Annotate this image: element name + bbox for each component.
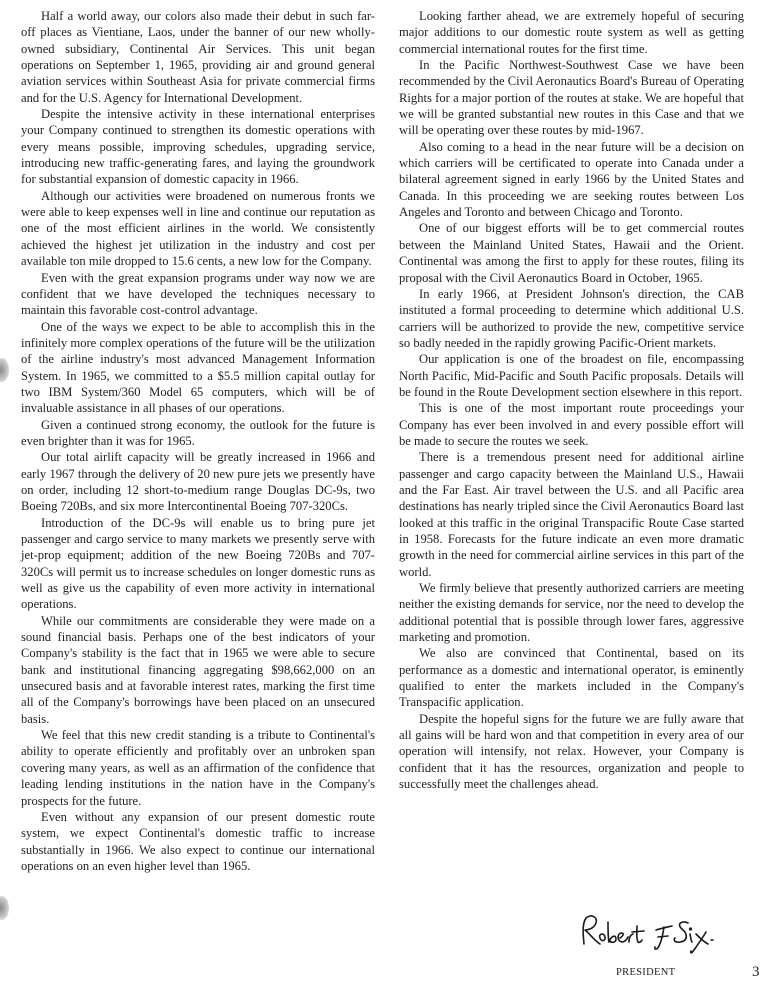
paragraph: We firmly believe that presently authorized carriers are meeting neither the existing demands for service, nor the need to develop the additional potential that is possible through lower fares, aggressive marketing and promotion. [399, 581, 744, 645]
paragraph: Also coming to a head in the near future will be a decision on which carriers will be certificated to operate into Canada under a bilateral agreement signed in early 1966 by the United States and Canada. In this proceeding we are seeking routes between Los Angeles and Toronto and between Chicago and Toronto. [399, 139, 744, 220]
paragraph: Given a continued strong economy, the outlook for the future is even brighter than it was for 1965. [21, 417, 375, 448]
paragraph: Although our activities were broadened on numerous fronts we were able to keep expenses well in line and continue our reputation as one of the most efficient airlines in the world. We consistently achieved the highest jet utilization in the industry and cost per available ton mile dropped to 15.6 cents, a new low for the Company. [21, 188, 375, 269]
paragraph: Introduction of the DC-9s will enable us to bring pure jet passenger and cargo service to many markets we presently serve with jet-prop equipment; addition of the new Boeing 720Bs and 707-320Cs will permit us to increase schedules on longer domestic runs as well as give us the capability of even more activity in international operations. [21, 515, 375, 612]
paragraph: Our application is one of the broadest on file, encompassing North Pacific, Mid-Pacific and South Pacific proposals. Details will be found in the Route Development section elsewhere in this report. [399, 352, 744, 399]
signature [576, 910, 726, 958]
paragraph: Despite the intensive activity in these international enterprises your Company continued to strengthen its domestic operations with every means possible, improving schedules, upgrading service, introducing new traffic-generating fares, and laying the groundwork for substantial expansion of domestic capacity in 1966. [21, 107, 375, 187]
paragraph: In the Pacific Northwest-Southwest Case we have been recommended by the Civil Aeronautics Board's Bureau of Operating Rights for a major portion of the routes at stake. We are hopeful that we will be granted substantial new routes in this Case and that we will be operating over these routes by mid-1967. [399, 58, 745, 138]
paragraph: In early 1966, at President Johnson's direction, the CAB instituted a formal proceeding to determine which additional U.S. carriers will be authorized to provide the new, competitive service so badly needed in the rapidly growing Pacific-Orient markets. [399, 286, 744, 350]
paragraph: Half a world away, our colors also made their debut in such far-off places as Vientiane, Laos, under the banner of our new wholly-owned subsidiary, Continental Air Services. This unit began operations on September 1, 1965, providing air and ground general aviation services within Southeast Asia for private commercial firms and for the U.S. Agency for International Development. [21, 9, 375, 105]
paragraph: This is one of the most important route proceedings your Company has ever been involved in and every possible effort will be made to secure the routes we seek. [399, 401, 744, 448]
paragraph: One of our biggest efforts will be to get commercial routes between the Mainland United States, Hawaii and the Orient. Continental was among the first to apply for these routes, filing its proposal with the Civil Aeronautics Board in October, 1965. [399, 221, 744, 285]
page-number: 3 [752, 964, 760, 980]
paragraph: While our commitments are considerable they were made on a sound financial basis. Perhaps one of the best indicators of your Company's stability is the fact that in 1965 we were able to secure bank and institutional financing aggregating $98,662,000 on an unsecured basis and at favorable interest rates, marking the first time all of the Company's borrowings have been placed on an unsecured basis. [21, 613, 375, 726]
signatory-title: PRESIDENT [616, 967, 676, 978]
binder-hole [0, 358, 9, 382]
right-column [399, 8, 744, 793]
paragraph: Our total airlift capacity will be greatly increased in 1966 and early 1967 through the delivery of 20 new pure jets we presently have on order, including 12 short-to-medium range Douglas DC-9s, two Boeing 720Bs, and six more Intercontinental Boeing 707-320Cs. [21, 450, 375, 514]
paragraph: We also are convinced that Continental, based on its performance as a domestic and international operator, is eminently qualified to enter the markets included in the Company's Transpacific application. [399, 646, 744, 710]
paragraph: Even without any expansion of our present domestic route system, we expect Continental's domestic traffic to increase substantially in 1966. We also expect to continue our international operations on an even higher level than 1965. [21, 809, 375, 873]
paragraph: Despite the hopeful signs for the future we are fully aware that all gains will be hard won and that competition in every area of our operation will intensify, not relax. However, your Company is confident that it has the resources, organization and people to successfully meet the challenges ahead. [399, 711, 744, 792]
paragraph: There is a tremendous present need for additional airline passenger and cargo capacity between the Mainland U.S., Hawaii and the Far East. Air travel between the U.S. and all Pacific area destinations has nearly tripled since the Civil Aeronautics Board last looked at this traffic in the original Transpacific Route Case started in 1958. Forecasts for the future indicate an even more dramatic growth in the need for commercial airline services in this part of the world. [399, 450, 744, 579]
paragraph: Even with the great expansion programs under way now we are confident that we have developed the techniques necessary to maintain this favorable cost-control advantage. [21, 270, 375, 318]
paragraph: We feel that this new credit standing is a tribute to Continental's ability to operate efficiently and profitably over an unbroken span covering many years, as well as an affirmation of the confidence that leading lending institutions in the nation have in the Company's prospects for the future. [21, 728, 375, 808]
handwritten-signature [576, 910, 726, 958]
paragraph: One of the ways we expect to be able to accomplish this in the infinitely more complex operations of the future will be the utilization of the airline industry's most advanced Management Information System. In 1965, we committed to a $5.5 million capital outlay for two IBM System/360 Model 65 computers, which will be of invaluable assistance in all phases of our operations. [21, 319, 375, 416]
binder-hole [0, 896, 9, 920]
paragraph: Looking farther ahead, we are extremely hopeful of securing major additions to our domestic route system as well as getting commercial international routes for the first time. [399, 9, 744, 56]
left-column [21, 8, 375, 874]
